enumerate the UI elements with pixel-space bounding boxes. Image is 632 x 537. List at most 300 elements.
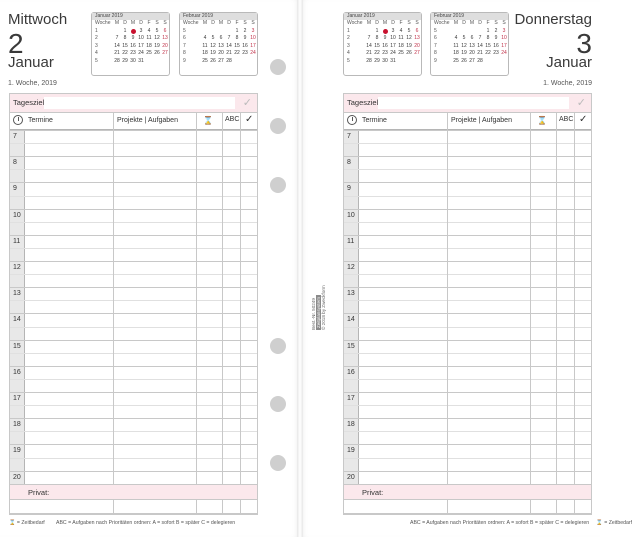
legend-zeit: = Zeitbedarf: [604, 520, 632, 526]
mini-calendar-day: [241, 58, 249, 66]
column-projekte: Projekte | Aufgaben: [451, 117, 512, 124]
grid-line: [10, 405, 257, 406]
mini-calendar-day: 25: [202, 57, 208, 64]
hour-label: 17: [13, 395, 21, 402]
mini-calendar-day: 3: [502, 27, 506, 34]
mini-calendar-day: 30: [382, 57, 388, 64]
mini-calendar-day: 24: [138, 50, 144, 57]
hour-label: 9: [347, 185, 351, 193]
mini-calendar-day-header: D: [478, 20, 482, 26]
legend-zeit: = Zeitbedarf: [16, 520, 45, 526]
mini-calendar-day: 7: [367, 35, 371, 42]
mini-calendar-day: 7: [478, 35, 482, 42]
mini-calendar-day: [249, 58, 257, 66]
mini-calendar-day: 3: [95, 42, 98, 49]
mini-calendar-day-header: Woche: [347, 20, 363, 26]
grid-line: [344, 513, 591, 514]
mini-calendar-day: 23: [242, 50, 248, 57]
mini-calendar-day-header: S: [494, 20, 498, 26]
mini-calendar-day: 12: [461, 42, 467, 49]
grid-line: [10, 418, 257, 419]
hour-label: 16: [347, 368, 355, 376]
mini-calendar-day-header: D: [211, 20, 215, 26]
mini-calendar-week: [92, 58, 169, 66]
hour-label: 7: [13, 133, 17, 140]
tagesziel-field[interactable]: [378, 97, 569, 109]
right-weekday: Donnerstag: [514, 11, 592, 28]
column-divider: [530, 113, 531, 484]
grid-line: [344, 169, 591, 170]
grid-line: [344, 182, 591, 183]
mini-calendar-day: 17: [250, 42, 256, 49]
mini-calendar-header: [92, 20, 169, 28]
mini-calendar-day: 10: [390, 35, 396, 42]
hour-label: 11: [347, 237, 355, 245]
mini-calendar-february: [430, 12, 509, 76]
hour-label: 9: [13, 185, 17, 193]
mini-calendar-day: 12: [210, 42, 216, 49]
mini-calendar-day: [161, 58, 169, 66]
mini-calendar-day: 7: [183, 42, 186, 49]
left-week-label: 1. Woche, 2019: [8, 80, 57, 87]
mini-calendar-day: 14: [226, 42, 232, 49]
grid-line: [10, 261, 257, 262]
mini-calendar-day: 3: [251, 27, 255, 34]
grid-line: [10, 222, 257, 223]
mini-calendar-day-header: M: [469, 20, 475, 26]
imprint-badge: Zeitplansystem: [316, 297, 321, 328]
mini-calendar-day-header: S: [163, 20, 167, 26]
column-header: [344, 113, 591, 130]
mini-calendar-day: 9: [243, 35, 247, 42]
mini-calendar-day-header: M: [114, 20, 120, 26]
grid-line: [344, 431, 591, 432]
column-divider: [556, 113, 557, 484]
grid-line: [344, 313, 591, 314]
mini-calendar-day: 21: [477, 50, 483, 57]
column-divider: [574, 113, 575, 484]
mini-calendar-day: 25: [398, 50, 404, 57]
grid-line: [10, 196, 257, 197]
hour-label: 10: [13, 211, 21, 219]
mini-calendar-day-header: M: [130, 20, 136, 26]
grid-line: [344, 444, 591, 445]
grid-line: [10, 458, 257, 459]
mini-calendar-day: 11: [398, 35, 404, 42]
mini-calendar-day: 26: [210, 57, 216, 64]
mini-calendar-day: 1: [95, 27, 98, 34]
mini-calendar-day: 23: [130, 50, 136, 57]
mini-calendar-day: [492, 58, 500, 66]
tagesziel-bar: [10, 94, 257, 113]
mini-calendar-day: 5: [155, 27, 159, 34]
mini-calendar-day: 5: [211, 35, 215, 42]
grid-line: [344, 261, 591, 262]
mini-calendar-day: 11: [146, 35, 152, 42]
mini-calendar-day: 28: [226, 57, 232, 64]
mini-calendar-day: 6: [183, 35, 186, 42]
left-planner-sheet: [9, 93, 258, 515]
mini-calendar-day: [468, 28, 476, 36]
column-divider: [447, 499, 448, 514]
grid-line: [344, 274, 591, 275]
mini-calendar-day: 16: [382, 42, 388, 49]
mini-calendar-day: [217, 28, 225, 36]
mini-calendar-day: [460, 28, 468, 36]
mini-calendar-january: [91, 12, 170, 76]
mini-calendar-day: 5: [347, 57, 350, 64]
grid-line: [344, 471, 591, 472]
grid-line: [344, 353, 591, 354]
mini-calendar-day: 16: [493, 42, 499, 49]
grid-line: [10, 392, 257, 393]
mini-calendar-day: 30: [130, 57, 136, 64]
mini-calendar-day: 15: [122, 42, 128, 49]
hour-label: 8: [13, 159, 17, 167]
tagesziel-label: Tagesziel: [347, 98, 379, 107]
mini-calendar-header: [180, 20, 257, 28]
mini-calendar-january: [343, 12, 422, 76]
mini-calendar-day: 22: [234, 50, 240, 57]
mini-calendar-day: 14: [366, 42, 372, 49]
mini-calendar-day-header: D: [462, 20, 466, 26]
mini-calendar-day: 26: [406, 50, 412, 57]
mini-calendar-day: 22: [485, 50, 491, 57]
ring-hole-icon: [270, 338, 286, 354]
grid-line: [10, 169, 257, 170]
mini-calendar-day: 6: [163, 27, 167, 34]
mini-calendar-day: [201, 28, 209, 36]
mini-calendar-day-header: D: [139, 20, 143, 26]
privat-label: Privat:: [28, 487, 50, 497]
grid-line: [10, 209, 257, 210]
column-divider: [113, 113, 114, 484]
left-month: Januar: [8, 54, 54, 71]
mini-calendar-day: [113, 28, 121, 36]
mini-calendar-title: Januar 2019: [344, 13, 421, 20]
mini-calendar-day: 2: [95, 35, 98, 42]
mini-calendar-day-header: S: [155, 20, 159, 26]
mini-calendar-day: 14: [477, 42, 483, 49]
mini-calendar-day: 20: [218, 50, 224, 57]
hourglass-icon: ⌛: [9, 520, 16, 526]
hour-label: 10: [347, 211, 355, 219]
grid-line: [344, 300, 591, 301]
mini-calendar-header: [344, 20, 421, 28]
mini-calendar-day: 19: [461, 50, 467, 57]
mini-calendar-day: 24: [250, 50, 256, 57]
mini-calendar-day: 27: [469, 57, 475, 64]
grid-line: [344, 392, 591, 393]
mini-calendar-day: 5: [462, 35, 466, 42]
hour-label: 20: [347, 473, 355, 481]
grid-line: [344, 458, 591, 459]
mini-calendar-day: 17: [138, 42, 144, 49]
mini-calendar-day: 28: [477, 57, 483, 64]
hour-label: 20: [13, 473, 21, 481]
legend-abc: ABC = Aufgaben nach Prioritäten ordnen: A = sofort B = später C = delegieren: [56, 520, 236, 526]
right-month: Januar: [546, 54, 592, 71]
mini-calendar-day: 16: [130, 42, 136, 49]
mini-calendar-week: [431, 35, 508, 43]
mini-calendar-week: [180, 35, 257, 43]
mini-calendar-day: 18: [453, 50, 459, 57]
hour-label: 15: [347, 342, 355, 350]
mini-calendar-day: 9: [131, 35, 135, 42]
left-legend: [9, 520, 235, 526]
mini-calendar-day: 9: [434, 57, 437, 64]
grid-line: [344, 196, 591, 197]
column-termine: Termine: [362, 117, 387, 124]
mini-calendar-day: 2: [347, 35, 350, 42]
grid-line: [10, 313, 257, 314]
grid-line: [10, 182, 257, 183]
mini-calendar-day: 23: [493, 50, 499, 57]
mini-calendar-day: 13: [414, 35, 420, 42]
grid-line: [10, 327, 257, 328]
grid-line: [10, 366, 257, 367]
mini-calendar-day: 31: [390, 57, 396, 64]
mini-calendar-day: 4: [147, 27, 151, 34]
tagesziel-bar: [344, 94, 591, 113]
mini-calendar-week: [344, 35, 421, 43]
mini-calendar-week: [92, 28, 169, 36]
mini-calendar-day-header: M: [202, 20, 208, 26]
privat-label: Privat:: [362, 487, 384, 497]
hour-label: 14: [347, 316, 355, 324]
mini-calendar-week: [92, 35, 169, 43]
mini-calendar-day: 15: [234, 42, 240, 49]
mini-calendar-day: [233, 58, 241, 66]
mini-calendar-day: 7: [115, 35, 119, 42]
mini-calendar-day: 1: [123, 27, 127, 34]
mini-calendar-day: 9: [494, 35, 498, 42]
mini-calendar-day-header: M: [453, 20, 459, 26]
hour-label: 18: [13, 421, 21, 429]
mini-calendar-day: 8: [375, 35, 379, 42]
mini-calendar-day-header: D: [391, 20, 395, 26]
hour-label: 8: [347, 159, 351, 167]
tagesziel-label: Tagesziel: [13, 98, 45, 107]
mini-calendar-day-header: M: [218, 20, 224, 26]
mini-calendar-day-header: D: [227, 20, 231, 26]
hour-label: 12: [13, 264, 21, 271]
mini-calendar-day: 5: [95, 57, 98, 64]
grid-line: [10, 235, 257, 236]
mini-calendar-day: 6: [415, 27, 419, 34]
hour-label: 7: [347, 133, 351, 140]
column-divider: [222, 499, 223, 514]
mini-calendar-day: 6: [470, 35, 474, 42]
mini-calendar-day: 13: [162, 35, 168, 42]
ring-hole-icon: [270, 177, 286, 193]
mini-calendar-day: [484, 58, 492, 66]
hour-label: 12: [347, 264, 355, 271]
grid-line: [10, 431, 257, 432]
mini-calendar-day: [209, 28, 217, 36]
hour-label: 19: [347, 447, 355, 455]
mini-calendar-day: 8: [235, 35, 239, 42]
mini-calendar-day: 26: [154, 50, 160, 57]
mini-calendar-week: [431, 28, 508, 36]
mini-calendar-week: [431, 43, 508, 51]
column-divider: [113, 499, 114, 514]
hour-label: 13: [347, 290, 355, 298]
mini-calendar-day: 9: [183, 57, 186, 64]
mini-calendar-day: 24: [501, 50, 507, 57]
grid-line: [10, 340, 257, 341]
mini-calendar-day: 22: [374, 50, 380, 57]
mini-calendar-day: 11: [202, 42, 208, 49]
grid-line: [344, 222, 591, 223]
mini-calendar-day: 20: [414, 42, 420, 49]
mini-calendar-day: 5: [407, 27, 411, 34]
mini-calendar-day: 5: [434, 27, 437, 34]
mini-calendar-week: [431, 50, 508, 58]
mini-calendar-day: 5: [183, 27, 186, 34]
mini-calendar-february: [179, 12, 258, 76]
hour-label: 16: [13, 368, 21, 376]
mini-calendar-day: 2: [243, 27, 247, 34]
mini-calendar-day: [476, 28, 484, 36]
mini-calendar-day: [500, 58, 508, 66]
column-projekte: Projekte | Aufgaben: [117, 117, 178, 124]
imprint-copyright: © 2018 by Zweckform: [321, 285, 326, 330]
mini-calendar-day: 14: [114, 42, 120, 49]
mini-calendar-day: 10: [501, 35, 507, 42]
column-divider: [447, 113, 448, 484]
mini-calendar-day: 4: [95, 50, 98, 57]
mini-calendar-day: 28: [114, 57, 120, 64]
mini-calendar-day: 26: [461, 57, 467, 64]
check-icon: ✓: [576, 97, 586, 109]
mini-calendar-day: 12: [406, 35, 412, 42]
mini-calendar-day: 1: [375, 27, 379, 34]
mini-calendar-day: 4: [203, 35, 207, 42]
mini-calendar-header: [431, 20, 508, 28]
binding-spine: [297, 0, 303, 537]
grid-line: [10, 513, 257, 514]
mini-calendar-day-header: S: [407, 20, 411, 26]
check-icon: ✓: [579, 114, 588, 125]
mini-calendar-day: 17: [390, 42, 396, 49]
hour-label: 14: [13, 316, 21, 324]
ring-hole-icon: [270, 59, 286, 75]
mini-calendar-week: [180, 58, 257, 66]
grid-line: [10, 379, 257, 380]
clock-icon: [347, 115, 357, 125]
hour-label: 15: [13, 342, 21, 350]
mini-calendar-day: 21: [226, 50, 232, 57]
grid-line: [10, 300, 257, 301]
ring-hole-icon: [270, 455, 286, 471]
grid-line: [10, 471, 257, 472]
mini-calendar-day: 1: [347, 27, 350, 34]
mini-calendar-week: [344, 28, 421, 36]
grid-line: [344, 130, 591, 131]
mini-calendar-day: 9: [383, 35, 387, 42]
grid-line: [344, 366, 591, 367]
column-header: [10, 113, 257, 130]
mini-calendar-day-header: M: [382, 20, 388, 26]
grid-line: [10, 130, 257, 131]
mini-calendar-day: 4: [454, 35, 458, 42]
mini-calendar-day: 15: [374, 42, 380, 49]
grid-line: [10, 156, 257, 157]
right-week-label: 1. Woche, 2019: [543, 80, 592, 87]
mini-calendar-day: 7: [227, 35, 231, 42]
hour-label: 11: [13, 237, 21, 245]
mini-calendar-day: [225, 28, 233, 36]
mini-calendar-day: 21: [114, 50, 120, 57]
mini-calendar-day: 13: [218, 42, 224, 49]
ring-hole-icon: [270, 396, 286, 412]
mini-calendar-day: 25: [453, 57, 459, 64]
mini-calendar-day: 29: [122, 57, 128, 64]
check-icon: ✓: [245, 114, 254, 125]
grid-line: [344, 209, 591, 210]
column-abc: ABC: [225, 116, 240, 123]
column-divider: [530, 499, 531, 514]
mini-calendar-day: 8: [486, 35, 490, 42]
imprint-order-number: Best.-Nr. 50249: [311, 298, 316, 330]
column-abc: ABC: [559, 116, 574, 123]
mini-calendar-day-header: S: [415, 20, 419, 26]
mini-calendar-week: [92, 50, 169, 58]
grid-line: [10, 287, 257, 288]
grid-line: [344, 418, 591, 419]
mini-calendar-day: 8: [123, 35, 127, 42]
grid-line: [10, 274, 257, 275]
mini-calendar-day: 3: [347, 42, 350, 49]
mini-calendar-day-header: Woche: [95, 20, 111, 26]
grid-line: [344, 156, 591, 157]
right-planner-sheet: [343, 93, 592, 515]
mini-calendar-day: 18: [202, 50, 208, 57]
hourglass-icon: ⌛: [537, 116, 547, 125]
mini-calendar-day: 7: [434, 42, 437, 49]
tagesziel-field[interactable]: [44, 97, 235, 109]
column-divider: [196, 113, 197, 484]
mini-calendar-day: 13: [469, 42, 475, 49]
mini-calendar-week: [344, 50, 421, 58]
today-marker-icon: [131, 29, 136, 34]
column-divider: [240, 113, 241, 484]
mini-calendar-day: 29: [374, 57, 380, 64]
mini-calendar-day-header: F: [486, 20, 490, 26]
mini-calendar-title: Februar 2019: [180, 13, 257, 20]
privat-bar: [10, 484, 257, 500]
mini-calendar-week: [180, 43, 257, 51]
mini-calendar-day-header: Woche: [434, 20, 450, 26]
mini-calendar-day: [365, 28, 373, 36]
mini-calendar-day: 27: [162, 50, 168, 57]
mini-calendar-day: 27: [218, 57, 224, 64]
mini-calendar-day: [145, 58, 153, 66]
mini-calendar-day: [153, 58, 161, 66]
mini-calendar-day: [452, 28, 460, 36]
column-termine: Termine: [28, 117, 53, 124]
mini-calendar-day-header: D: [375, 20, 379, 26]
mini-calendar-day: 16: [242, 42, 248, 49]
hourglass-icon: ⌛: [596, 520, 603, 526]
mini-calendar-day: 12: [154, 35, 160, 42]
left-weekday: Mittwoch: [8, 11, 68, 28]
mini-calendar-day-header: F: [147, 20, 151, 26]
mini-calendar-day: 19: [210, 50, 216, 57]
mini-calendar-day: 4: [347, 50, 350, 57]
mini-calendar-day: 1: [486, 27, 490, 34]
